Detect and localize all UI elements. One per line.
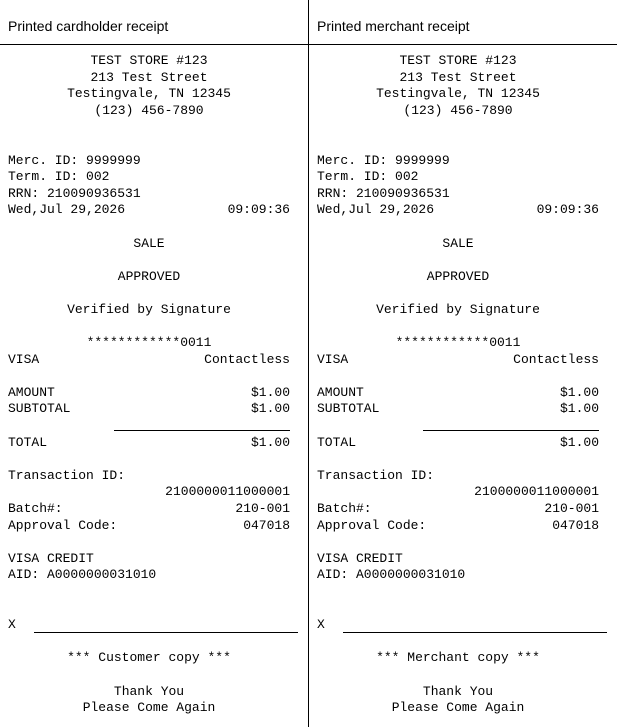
entry-mode: Contactless (513, 351, 599, 367)
subtotal-value: $1.00 (559, 401, 599, 417)
signature-row (8, 617, 290, 634)
batch-value: 210-001 (235, 501, 290, 517)
store-phone: (123) 456-7890 (403, 102, 513, 118)
panel-title: Printed merchant receipt (317, 18, 470, 34)
time: 09:09:36 (227, 202, 290, 218)
transaction-id-value: 2100000011000001 (165, 484, 290, 500)
amount-label: AMOUNT (8, 384, 55, 400)
card-brand: VISA (8, 351, 40, 367)
signature-line (343, 632, 607, 633)
date-time-row (317, 202, 599, 219)
card-row (317, 352, 599, 369)
rrn: RRN: 210090936531 (8, 185, 141, 201)
thank-you: Thank You (113, 683, 185, 699)
terminal-id: Term. ID: 002 (8, 169, 110, 185)
receipt-body (317, 53, 599, 717)
approval-status: APPROVED (426, 268, 490, 284)
application-id: AID: A0000000031010 (317, 567, 466, 583)
signature-row (317, 617, 599, 634)
approval-code-row (8, 518, 290, 535)
merchant-id: Merc. ID: 9999999 (8, 152, 141, 168)
total-label: TOTAL (8, 434, 48, 450)
come-again: Please Come Again (391, 700, 525, 716)
total-rule-row (8, 418, 290, 435)
subtotal-value: $1.00 (250, 401, 290, 417)
subtotal-row (317, 401, 599, 418)
approval-code-row (317, 518, 599, 535)
total-row (317, 435, 599, 452)
merchant-receipt-panel (309, 0, 617, 727)
masked-card-number: ************0011 (86, 335, 212, 351)
batch-label: Batch#: (317, 501, 372, 517)
amount-row (317, 385, 599, 402)
amount-row (8, 385, 290, 402)
amount-value: $1.00 (559, 384, 599, 400)
store-city: Testingvale, TN 12345 (376, 86, 540, 102)
transaction-id-label: Transaction ID: (8, 467, 126, 483)
store-phone: (123) 456-7890 (94, 102, 204, 118)
store-street: 213 Test Street (399, 69, 517, 85)
total-row (8, 435, 290, 452)
card-type: VISA CREDIT (317, 550, 403, 566)
come-again: Please Come Again (82, 700, 216, 716)
verification-method: Verified by Signature (376, 301, 540, 317)
approval-code-label: Approval Code: (317, 517, 427, 533)
amount-value: $1.00 (250, 384, 290, 400)
total-label: TOTAL (317, 434, 357, 450)
thank-you: Thank You (422, 683, 494, 699)
verification-method: Verified by Signature (67, 301, 231, 317)
batch-label: Batch#: (8, 501, 63, 517)
store-name: TEST STORE #123 (399, 53, 517, 68)
total-value: $1.00 (559, 434, 599, 450)
date-time-row (8, 202, 290, 219)
merchant-id: Merc. ID: 9999999 (317, 152, 450, 168)
transaction-id-value: 2100000011000001 (474, 484, 599, 500)
copy-label: *** Customer copy *** (67, 650, 231, 666)
transaction-id-label: Transaction ID: (317, 467, 435, 483)
subtotal-label: SUBTOTAL (8, 401, 71, 417)
approval-status: APPROVED (117, 268, 181, 284)
total-rule-row (317, 418, 599, 435)
signature-x: X (8, 617, 16, 633)
date: Wed,Jul 29,2026 (8, 202, 126, 218)
batch-row (8, 501, 290, 518)
subtotal-row (8, 401, 290, 418)
store-street: 213 Test Street (90, 69, 208, 85)
approval-code-value: 047018 (552, 517, 599, 533)
approval-code-value: 047018 (243, 517, 290, 533)
masked-card-number: ************0011 (395, 335, 521, 351)
approval-code-label: Approval Code: (8, 517, 118, 533)
subtotal-label: SUBTOTAL (317, 401, 380, 417)
rrn: RRN: 210090936531 (317, 185, 450, 201)
panel-title: Printed cardholder receipt (8, 18, 169, 34)
cardholder-receipt-panel (0, 0, 308, 727)
total-rule (423, 430, 599, 431)
card-row (8, 352, 290, 369)
amount-label: AMOUNT (317, 384, 364, 400)
transaction-type: SALE (442, 235, 474, 251)
application-id: AID: A0000000031010 (8, 567, 157, 583)
receipt-body (8, 53, 290, 717)
entry-mode: Contactless (204, 351, 290, 367)
terminal-id: Term. ID: 002 (317, 169, 419, 185)
time: 09:09:36 (536, 202, 599, 218)
copy-label: *** Merchant copy *** (376, 650, 540, 666)
signature-line (34, 632, 298, 633)
transaction-type: SALE (133, 235, 165, 251)
card-brand: VISA (317, 351, 349, 367)
total-value: $1.00 (250, 434, 290, 450)
card-type: VISA CREDIT (8, 550, 94, 566)
store-city: Testingvale, TN 12345 (67, 86, 231, 102)
batch-value: 210-001 (544, 501, 599, 517)
date: Wed,Jul 29,2026 (317, 202, 435, 218)
batch-row (317, 501, 599, 518)
signature-x: X (317, 617, 325, 633)
store-name: TEST STORE #123 (90, 53, 208, 68)
total-rule (114, 430, 290, 431)
